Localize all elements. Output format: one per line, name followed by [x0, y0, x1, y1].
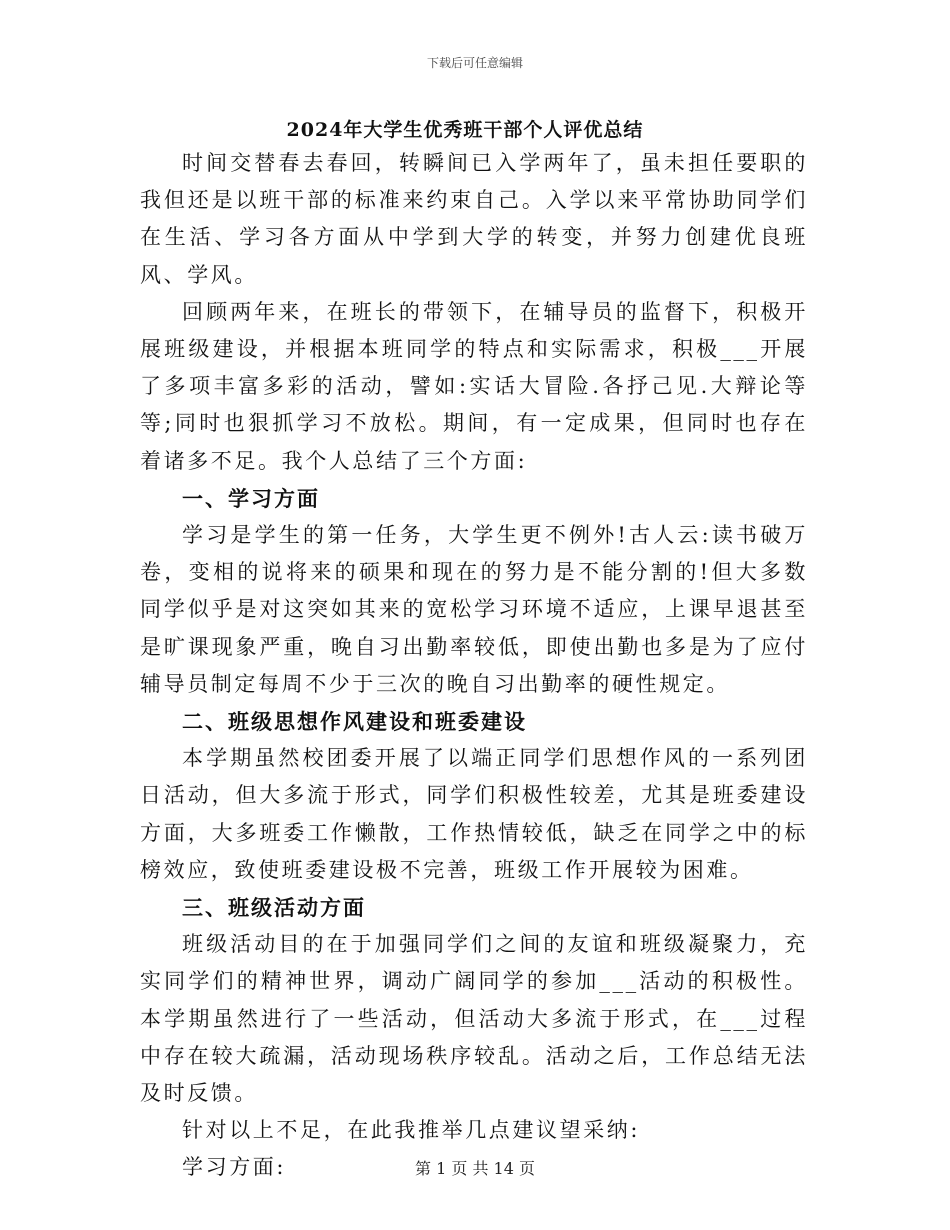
paragraph-intro: 时间交替春去春回，转瞬间已入学两年了，虽未担任要职的我但还是以班干部的标准来约束自己。入学以来平常协助同学们在生活、学习各方面从中学到大学的转变，并努力创建优良班风、学风。 — [140, 151, 808, 287]
paragraph-suggestions: 针对以上不足，在此我推举几点建议望采纳: — [182, 1118, 641, 1143]
section-heading-class-building: 二、班级思想作风建设和班委建设 — [182, 709, 527, 735]
document-body — [140, 145, 808, 1187]
page-header-note: 下载后可任意编辑 — [426, 56, 523, 70]
paragraph-study: 学习是学生的第一任务，大学生更不例外!古人云:读书破万卷，变相的说将来的硕果和现在的努力是不能分割的!但大多数同学似乎是对这突如其来的宽松学习环境不适应，上课早退甚至是旷课现象严重，晚自习出勤率较低，即使出勤也多是为了应付辅导员制定每周不少于三次的晚自习出勤率的硬性规定。 — [140, 523, 808, 696]
section-heading-activities: 三、班级活动方面 — [182, 895, 366, 921]
paragraph-study-label: 学习方面: — [182, 1155, 287, 1180]
paragraph-class-building: 本学期虽然校团委开展了以端正同学们思想作风的一系列团日活动，但大多流于形式，同学们积极性较差，尤其是班委建设方面，大多班委工作懒散，工作热情较低，缺乏在同学之中的标榜效应，致使班委建设极不完善，班级工作开展较为困难。 — [140, 746, 808, 882]
paragraph-review: 回顾两年来，在班长的带领下，在辅导员的监督下，积极开展班级建设，并根据本班同学的特点和实际需求，积极___开展了多项丰富多彩的活动，譬如:实话大冒险.各抒己见.大辩论等等;同时也狠抓学习不放松。期间，有一定成果，但同时也存在着诸多不足。我个人总结了三个方面: — [140, 299, 808, 473]
section-heading-study: 一、学习方面 — [182, 485, 320, 511]
document-title: 2024年大学生优秀班干部个人评优总结 — [286, 119, 644, 141]
page-footer: 第 1 页 共 14 页 — [415, 1159, 535, 1178]
paragraph-activities: 班级活动目的在于加强同学们之间的友谊和班级凝聚力，充实同学们的精神世界，调动广阔同学的参加___活动的积极性。本学期虽然进行了一些活动，但活动大多流于形式，在___过程中存在较大疏漏，活动现场秩序较乱。活动之后，工作总结无法及时反馈。 — [140, 932, 808, 1106]
